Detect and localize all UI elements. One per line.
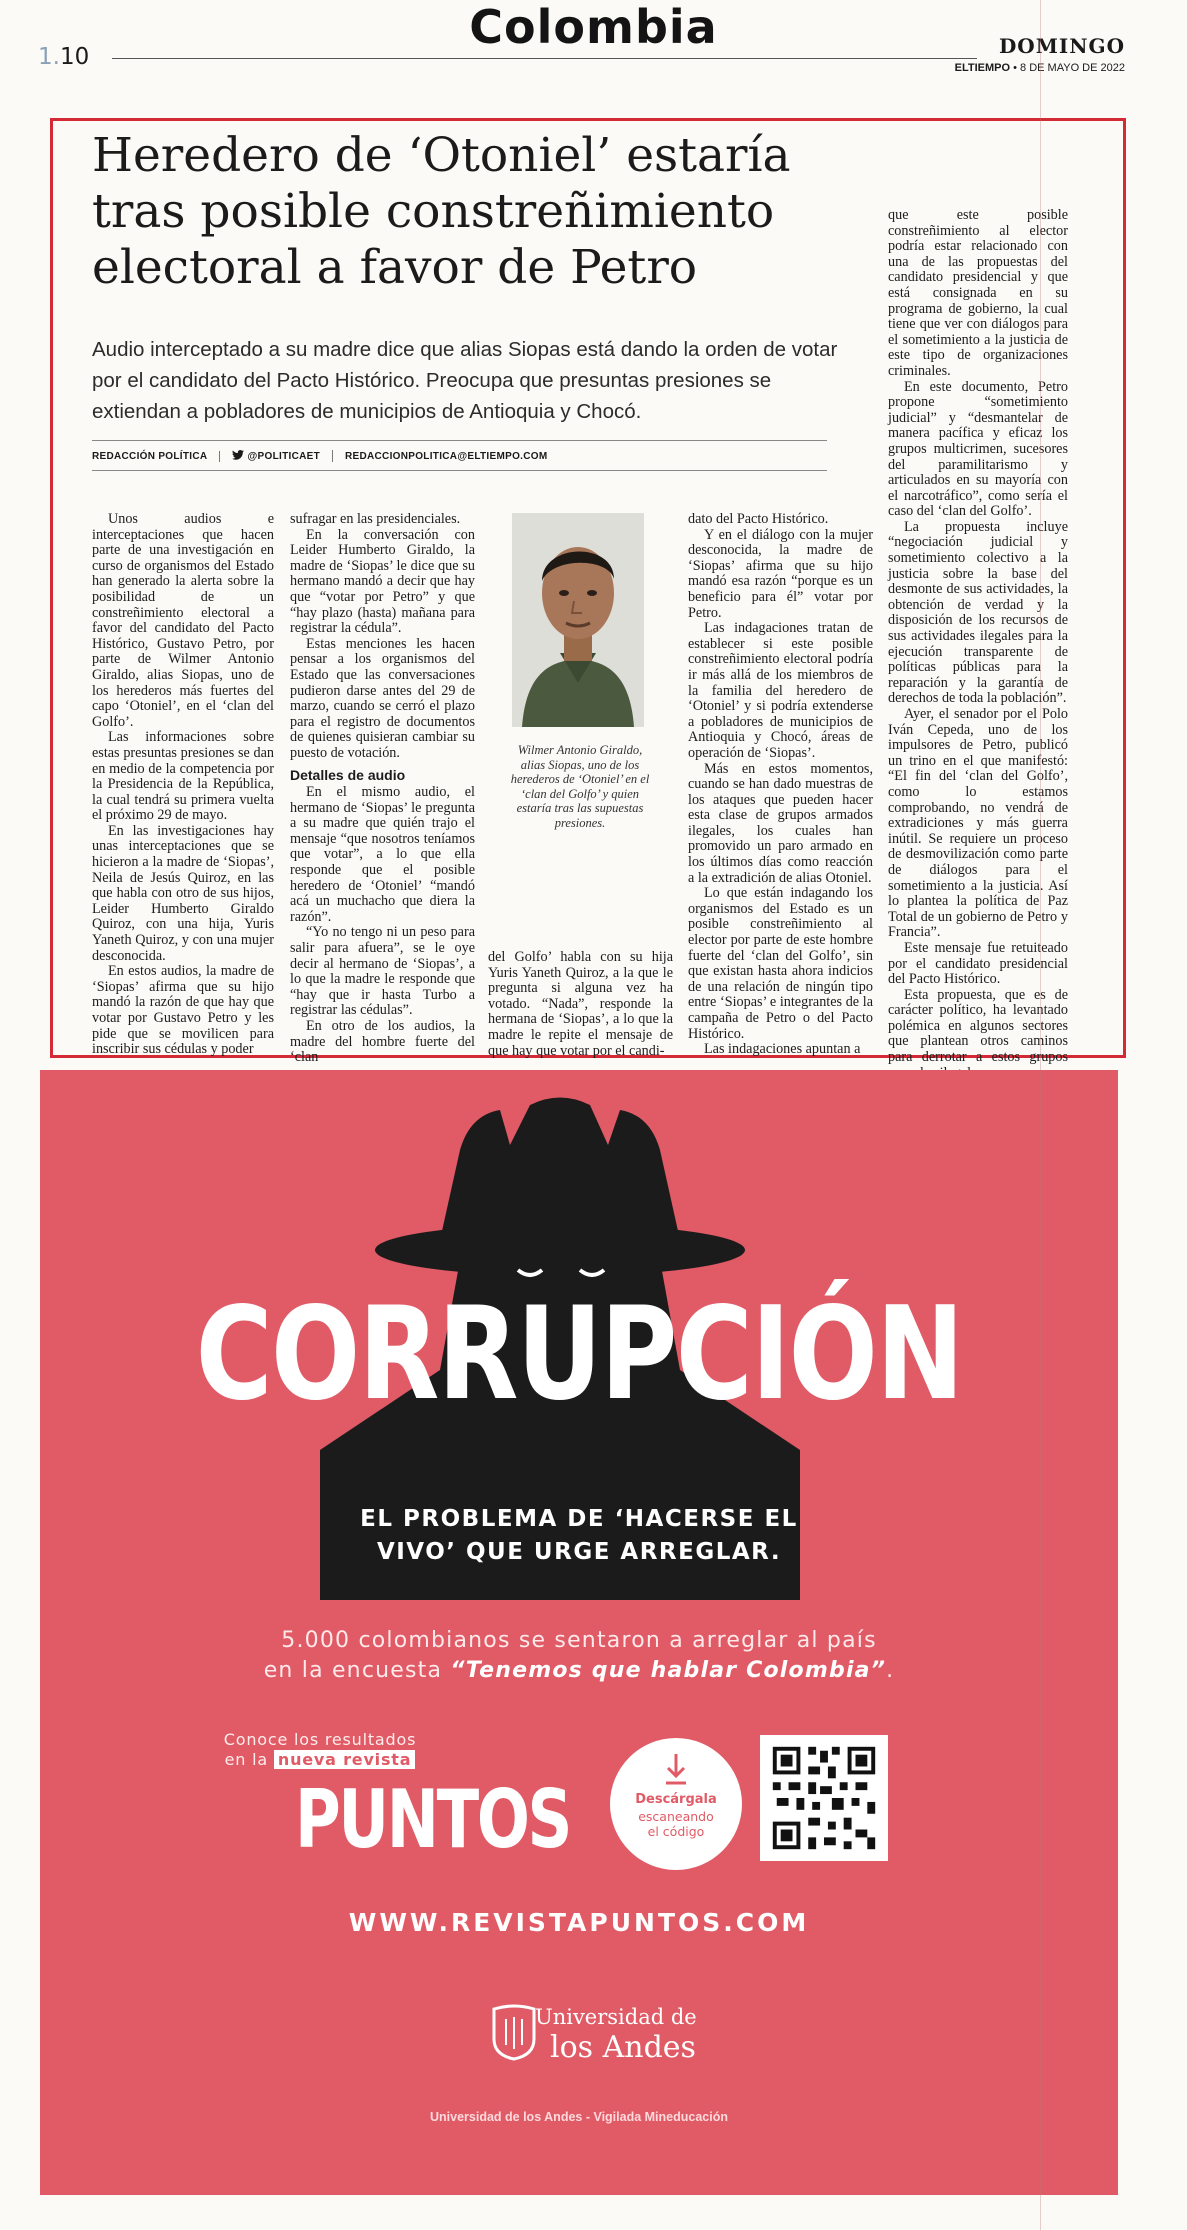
byline <box>92 450 827 462</box>
photo-caption: Wilmer Antonio Giraldo, alias Siopas, uno de los herederos de ‘Otoniel’ en el ‘clan del Golfo’ y quien estaría tras las supuestas presiones. <box>510 743 650 830</box>
page-fold-line <box>1040 0 1041 2230</box>
paragraph: “Yo no tengo ni un peso para salir para afuera”, se le oye decir al hermano de ‘Siopas’, a lo que la madre le responde que “hay que ir hasta Turbo a registrar las cédulas”. <box>290 924 475 1019</box>
paragraph: sufragar en las presidenciales. <box>290 511 461 527</box>
section-title: Colombia <box>469 0 718 54</box>
paragraph: Más en estos momentos, cuando se han dado muestras de los ataques que pueden hacer esta clase de grupos armados ilegales, los cuales han promovido un paro armado en los últimos días como reacción a la extradición de alias Otoniel. <box>688 760 873 886</box>
paragraph: En estos audios, la madre de ‘Siopas’ afirma que su hijo mandó la razón de que hay que votar por Gustavo Petro y les pide que se movilicen para inscribir sus cédulas y poder <box>92 963 274 1058</box>
ad-cta-text: Conoce los resultados en la nueva revista <box>223 1730 417 1769</box>
byline-twitter[interactable]: @POLITICAET <box>220 450 333 462</box>
puntos-logo: PUNTOS <box>295 1773 571 1866</box>
paragraph: En otro de los audios, la madre del hombre fuerte del ‘clan <box>290 1018 475 1066</box>
paragraph: Y en el diálogo con la mujer desconocida, la madre de ‘Siopas’ afirma que su hijo mandó esa razón “porque es un beneficio para él” votar por Petro. <box>688 526 873 621</box>
person-portrait-icon <box>512 513 644 727</box>
twitter-bird-icon <box>232 450 244 460</box>
paragraph: Las indagaciones apuntan a <box>704 1041 861 1058</box>
article-column-5 <box>888 207 1068 1066</box>
ad-body-text: 5.000 colombianos se sentaron a arreglar al país en la encuesta “Tenemos que hablar Colombia”. <box>263 1628 895 1683</box>
university-name-line1: Universidad de <box>535 2005 697 2029</box>
download-label: Descárgala <box>635 1792 717 1807</box>
download-sublabel: escaneando el código <box>638 1809 714 1839</box>
qr-code-icon <box>760 1735 888 1861</box>
download-arrow-icon <box>664 1752 688 1786</box>
paragraph: Lo que están indagando los organismos del Estado es un posible constreñimiento al elector por parte de este hombre fuerte del ‘clan del Golfo’, sin que existan hasta ahora indicios de una relación de ningún tipo entre ‘Siopas’ e integrantes de la campaña de Petro o del Pacto Histórico. <box>688 885 873 1042</box>
byline-rule <box>92 440 827 441</box>
page-number: 1.10 <box>38 44 90 70</box>
paragraph: Esta propuesta, que es de carácter político, ha levantado polémica en algunos sectores que plantean otros caminos para derrotar a estos grupos <box>888 986 1068 1066</box>
byline-email[interactable]: REDACCIONPOLITICA@ELTIEMPO.COM <box>345 450 548 462</box>
advertisement <box>40 1070 1118 2195</box>
paragraph: Unos audios e interceptaciones que hacen parte de una investigación en curso de organismos del Estado han generado la alerta sobre la posibilidad de un constreñimiento electoral a favor del candidato del Pacto Histórico, Gustavo Petro, por parte de Wilmer Antonio Giraldo, alias Siopas, uno de los herederos más fuertes del capo ‘Otoniel’, en el ‘clan del Golfo’. <box>92 511 274 730</box>
paragraph: del Golfo’ habla con su hija Yuris Yaneth Quiroz, a la que le pregunta si alguna vez ha votado. “Nada”, responde la hermana de ‘Siopas’, a lo que la madre le repite el mensaje de que hay que votar por el candi- <box>488 949 673 1059</box>
article-headline: Heredero de ‘Otoniel’ estaría tras posible constreñimiento electoral a favor de Petro <box>92 128 791 295</box>
university-name-line2: los Andes <box>550 2030 696 2065</box>
article-column-1 <box>92 511 274 1058</box>
ad-footer: Universidad de los Andes - Vigilada Mineducación <box>430 2110 728 2124</box>
university-crest-icon <box>488 2005 540 2061</box>
header-rule <box>112 58 977 59</box>
paragraph: Estas menciones les hacen pensar a los organismos del Estado que las conversaciones pudieron darse antes del 29 de marzo, cuando se cerró el plazo para el registro de documentos de quienes quisieran cambiar su puesto de votación. <box>290 635 475 761</box>
paragraph: Ayer, el senador por el Polo Iván Cepeda, uno de los impulsores de Petro, publicó un trino en el que manifestó: “El fin del ‘clan del Golfo’, como lo estamos comprobando, no vendrá de extradiciones y más guerra inútil. Se requiere un proceso de desmovilización como parte de diálogos para el sometimiento a la justicia. Así lo plantea la política de Paz Total de un gobierno de Petro y Francia”. <box>888 706 1068 941</box>
subheading: Detalles de audio <box>290 766 406 783</box>
paragraph: Este mensaje fue retuiteado por el candidato presidencial del Pacto Histórico. <box>888 939 1068 988</box>
article-column-4 <box>688 511 873 1058</box>
ad-subheadline: EL PROBLEMA DE ‘HACERSE EL VIVO’ QUE URGE ARREGLAR. <box>360 1506 798 1565</box>
ad-url[interactable]: WWW.REVISTAPUNTOS.COM <box>348 1908 810 1937</box>
article-dek: Audio interceptado a su madre dice que alias Siopas está dando la orden de votar por el candidato del Pacto Histórico. Preocupa que presuntas presiones se extiendan a pobladores de municipios de Antioquia y Chocó. <box>92 338 838 423</box>
weekday: DOMINGO <box>998 34 1125 58</box>
paragraph: En las investigaciones hay unas interceptaciones que se hicieron a la madre de ‘Siopas’, Neila de Jesús Quiroz, en las que habla con otro de sus hijos, Leider Humberto Giraldo Quiroz, con una hija, Yuris Yaneth Quiroz, y con una mujer desconocida. <box>92 822 274 964</box>
paragraph: La propuesta incluye “negociación judicial y sometimiento colectivo a la justicia sobre la base del desmonte de sus actividades, la obtención de verdad y la disposición de los recursos de sus actividades ilegales para la ejecución transparente de políticas públicas para la reparación y la garantía de derechos de toda la población”. <box>888 518 1068 707</box>
article-column-3 <box>488 949 673 1059</box>
portrait-photo <box>512 513 644 727</box>
ad-headline: CORRUPCIÓN <box>195 1280 963 1429</box>
byline-rule-bottom <box>92 470 827 471</box>
paragraph: Las informaciones sobre estas presuntas presiones se dan en medio de la competencia por la Presidencia de la República, la cual tendrá su primera vuelta el próximo 29 de mayo. <box>92 729 274 824</box>
qr-code[interactable] <box>760 1735 888 1861</box>
paragraph: Las indagaciones tratan de establecer si este posible constreñimiento electoral podría ir más allá de los miembros de la familia del heredero de ‘Otoniel’ y si podría extenderse a pobladores de municipios de Antioquia y Chocó, áreas de operación de ‘Siopas’. <box>688 620 873 761</box>
paragraph: En la conversación con Leider Humberto Giraldo, la madre de ‘Siopas’ le dice que su hermano mandó a decir que hay que “votar por Petro” y que “hay plazo (hasta) mañana para registrar la cédula”. <box>290 526 475 637</box>
edition-date: ELTIEMPO • 8 DE MAYO DE 2022 <box>954 62 1125 74</box>
paragraph: dato del Pacto Histórico. <box>688 511 829 527</box>
paragraph: que este posible constreñimiento al elector podría estar relacionado con una de las propuestas del candidato presidencial y que está consignada en su programa de gobierno, la cual tiene que ver con diálogos para el sometimiento a la justicia de este tipo de organizaciones criminales. <box>888 207 1068 379</box>
byline-author: REDACCIÓN POLÍTICA <box>92 451 220 462</box>
paragraph: En el mismo audio, el hermano de ‘Siopas’ le pregunta a su madre que quién trajo el mensaje “que nosotros teníamos que votar”, a lo que ella responde que el posible heredero de ‘Otoniel’ “mandó acá un muchacho que diera la razón”. <box>290 784 475 925</box>
paragraph: En este documento, Petro propone “sometimiento judicial” y “desmantelar de manera pacífica y eficaz los grupos multicrimen, sucesores del paramilitarismo y articulados en su mayoría con el narcotráfico”, como sería el caso del ‘clan del Golfo’. <box>888 378 1068 520</box>
article-column-2 <box>290 511 475 1066</box>
